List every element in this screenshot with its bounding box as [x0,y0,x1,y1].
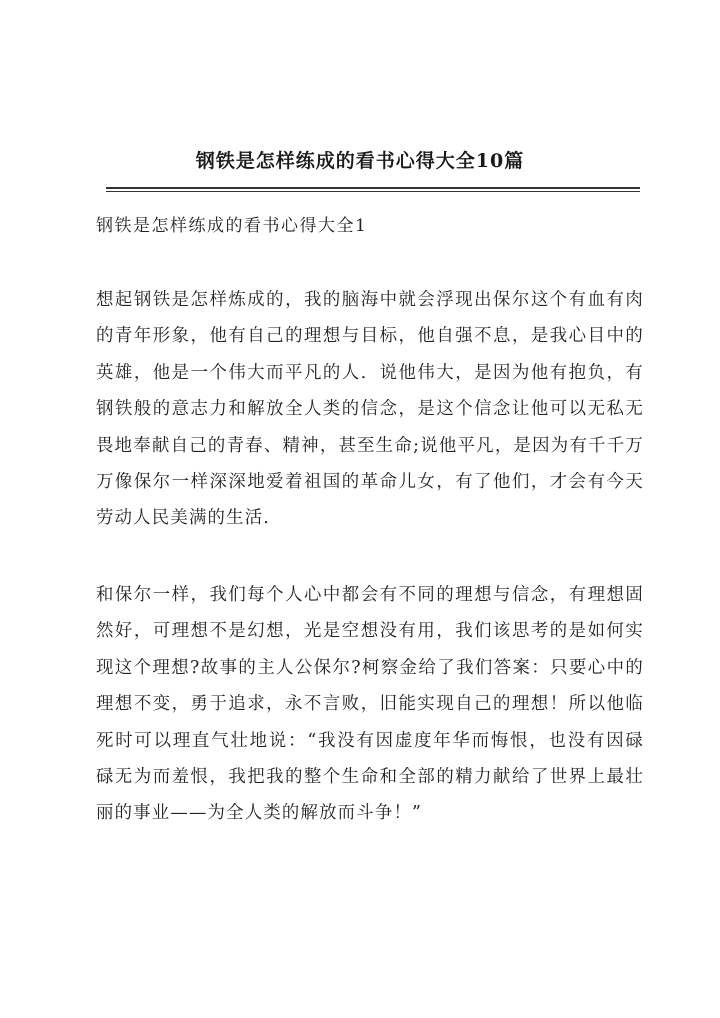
title-divider-bottom [106,191,640,192]
section-heading: 钢铁是怎样练成的看书心得大全1 [96,216,368,236]
document-title: 钢铁是怎样练成的看书心得大全10篇 [195,150,525,172]
title-divider-top [106,187,640,189]
paragraph-1: 想起钢铁是怎样炼成的，我的脑海中就会浮现出保尔这个有血有肉的青年形象，他有自己的理想与目标，他自强不息，是我心目中的英雄，他是一个伟大而平凡的人．说他伟大，是因为他有抱负，有钢铁般的意志力和解放全人类的信念，是这个信念让他可以无私无畏地奉献自己的青春、精神，甚至生命;说他平凡，是因为有千千万万像保尔一样深深地爱着祖国的革命儿女，有了他们，才会有今天劳动人民美满的生活． [96,290,644,529]
paragraph-2: 和保尔一样，我们每个人心中都会有不同的理想与信念，有理想固然好，可理想不是幻想，光是空想没有用，我们该思考的是如何实现这个理想?故事的主人公保尔?柯察金给了我们答案：只要心中的理想不变，勇于追求，永不言败，旧能实现自己的理想！所以他临死时可以理直气壮地说：“我没有因虚度年华而悔恨，也没有因碌碌无为而羞恨，我把我的整个生命和全部的精力献给了世界上最壮丽的事业——为全人类的解放而斗争！” [96,585,644,824]
